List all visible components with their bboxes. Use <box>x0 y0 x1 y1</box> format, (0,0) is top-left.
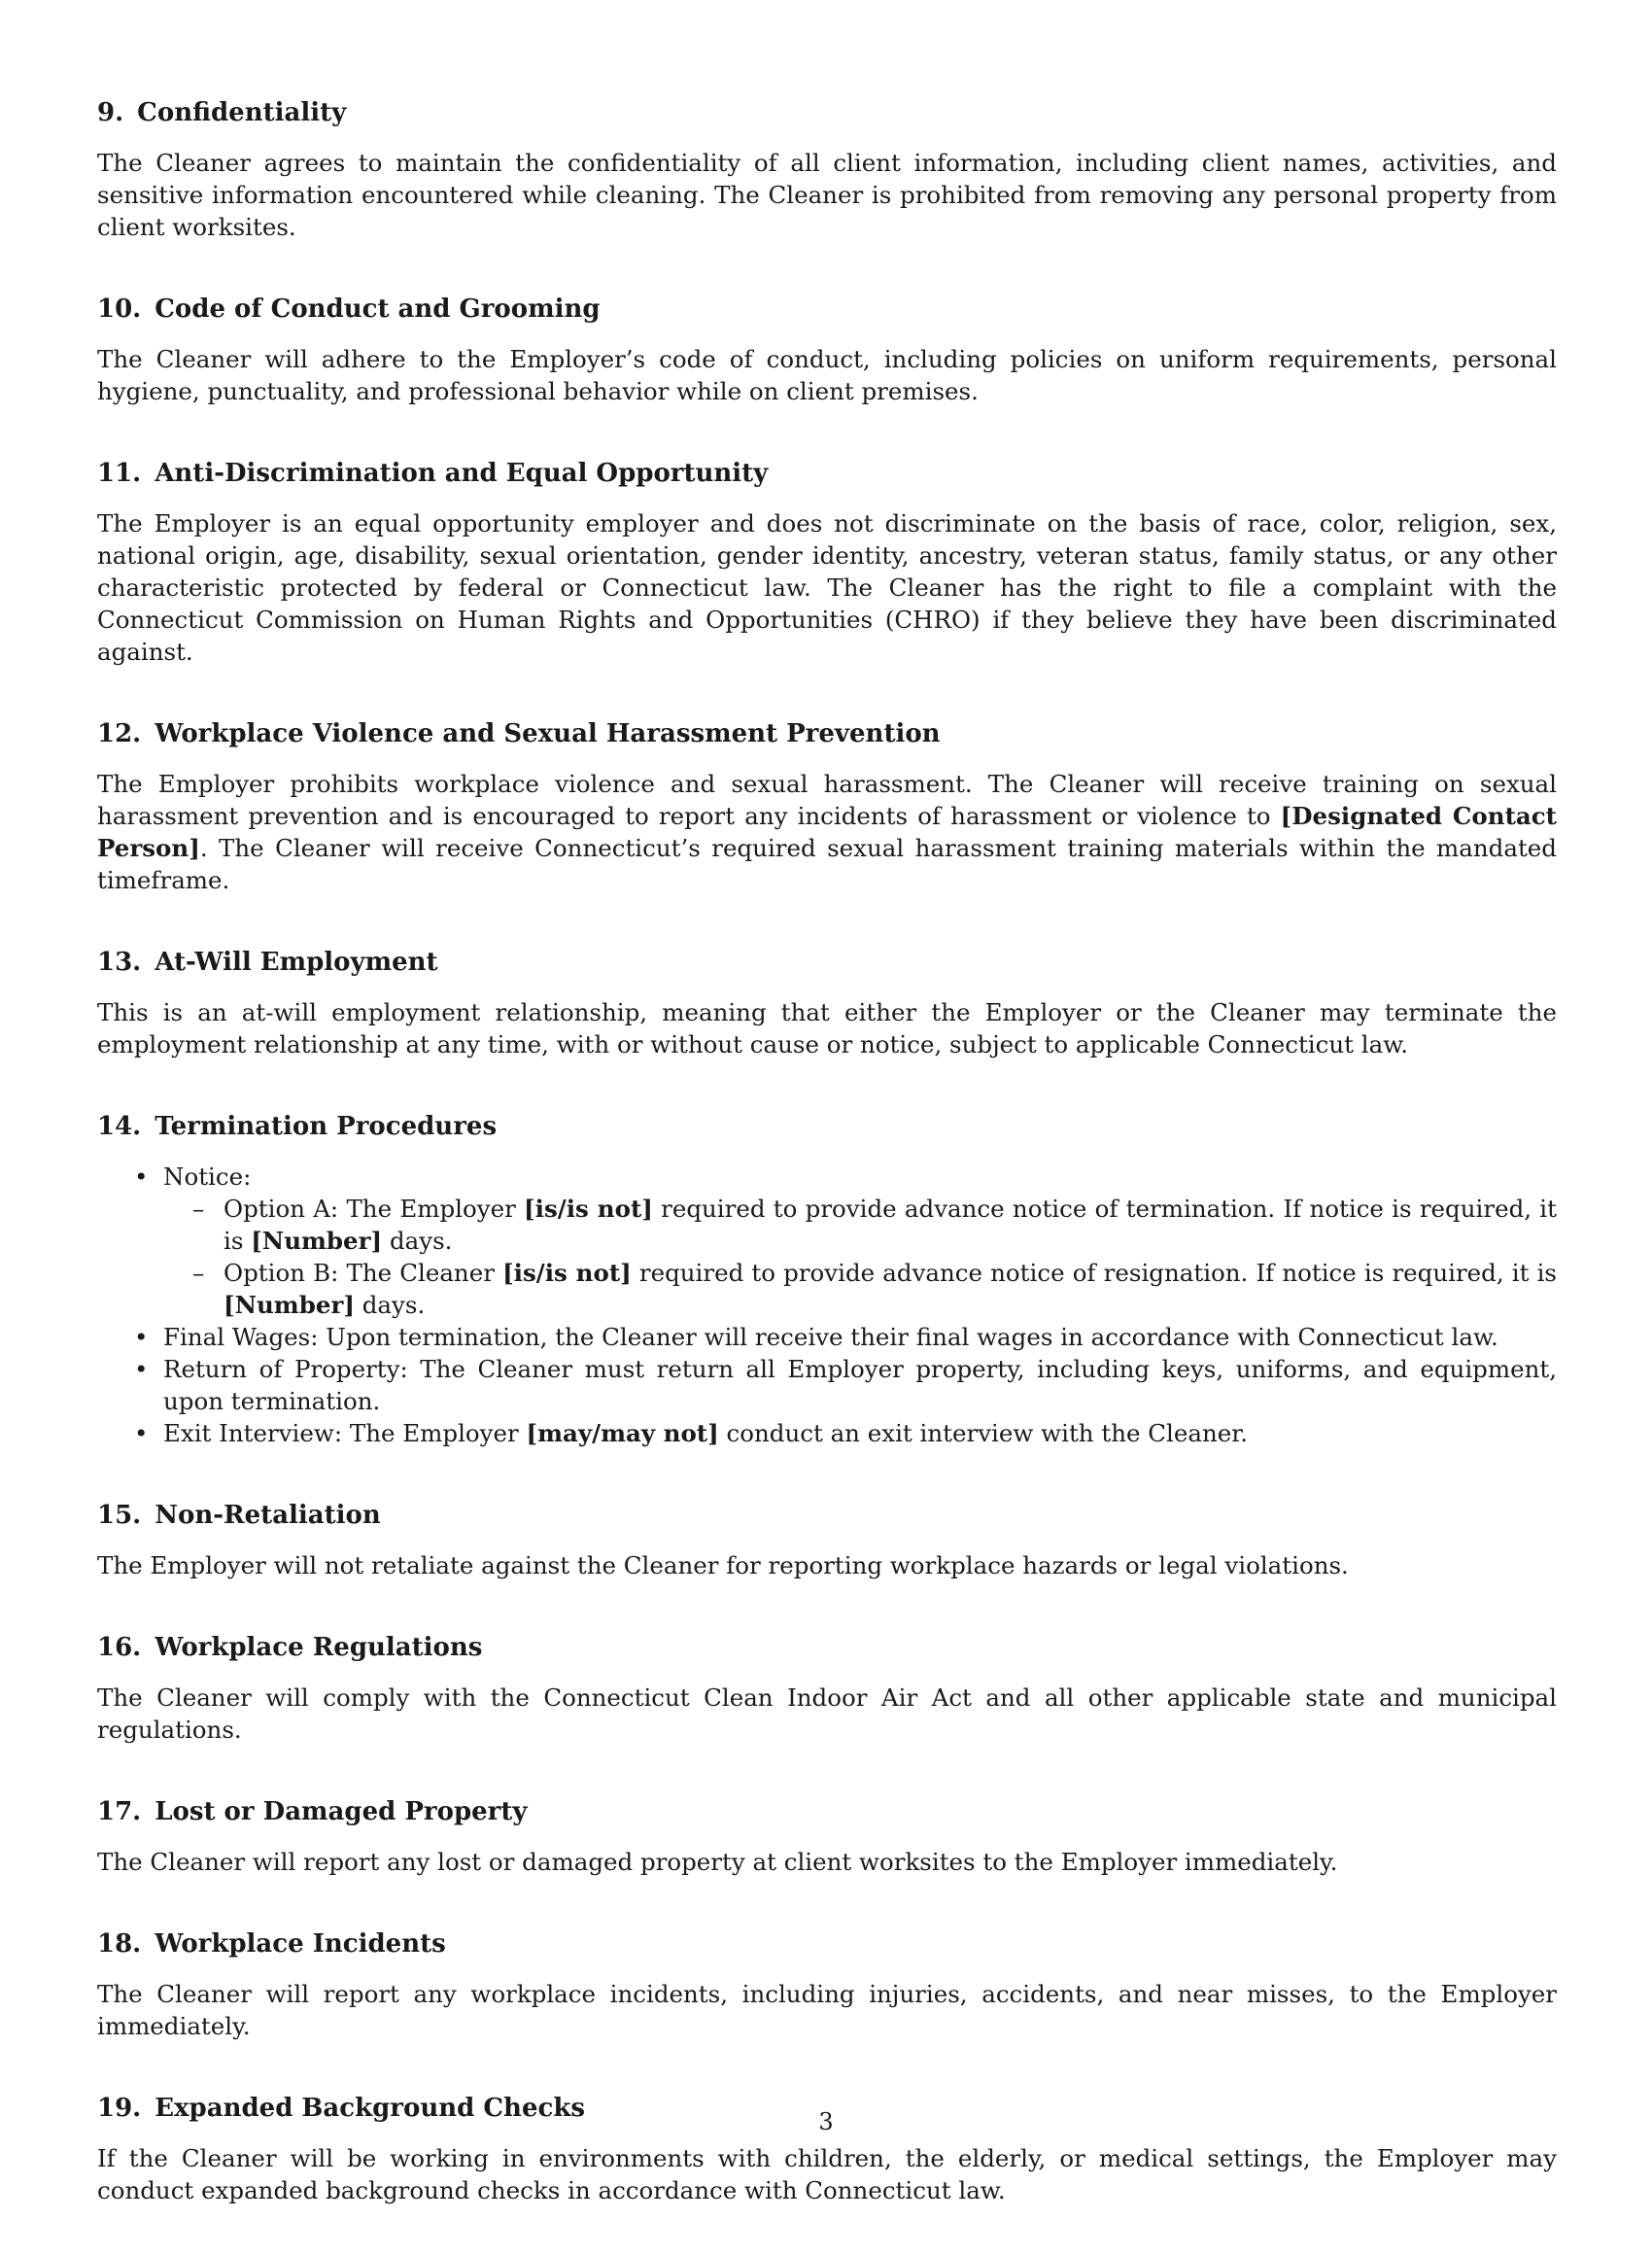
section-number: 16. <box>97 1633 142 1662</box>
section-code-of-conduct <box>97 292 1557 407</box>
placeholder-number: [Number] <box>251 1227 383 1255</box>
section-termination-procedures <box>97 1109 1557 1449</box>
body-text: days. <box>354 1291 426 1319</box>
body-text: conduct an exit interview with the Cleaner. <box>718 1419 1249 1447</box>
section-confidentiality <box>97 95 1557 243</box>
section-heading <box>97 1109 1557 1144</box>
section-number: 10. <box>97 295 142 324</box>
list-item-notice <box>97 1161 1557 1321</box>
section-body: The Cleaner will comply with the Connecticut Clean Indoor Air Act and all other applicable state and municipal regulations. <box>97 1683 1557 1744</box>
list-item-exit-interview <box>97 1417 1557 1449</box>
body-text: required to provide advance notice of termination. If notice is required, it is <box>224 1195 1557 1255</box>
section-number: 15. <box>97 1501 142 1530</box>
section-body: The Cleaner will adhere to the Employer’s code of conduct, including policies on uniform requirements, personal hygiene, punctuality, and professional behavior while on client premises. <box>97 345 1557 405</box>
section-title: Workplace Violence and Sexual Harassment Prevention <box>155 719 941 748</box>
section-body: The Cleaner agrees to maintain the confidentiality of all client information, including client names, activities, and sensitive information encountered while cleaning. The Cleaner is prohibited from removing any personal property from client worksites. <box>97 149 1557 241</box>
section-body: The Employer is an equal opportunity employer and does not discriminate on the basis of race, color, religion, sex, national origin, age, disability, sexual orientation, gender identity, ancestry, veteran status, family status, or any other characteristic protected by federal or Connecticut law. The Cleaner has the right to file a complaint with the Connecticut Commission on Human Rights and Opportunities (CHRO) if they believe they have been discriminated against. <box>97 509 1557 666</box>
section-heading <box>97 716 1557 751</box>
list-item-option-a <box>163 1193 1557 1257</box>
section-body: The Cleaner will report any lost or damaged property at client worksites to the Employer immediately. <box>97 1848 1338 1876</box>
list-item-option-b <box>163 1257 1557 1321</box>
section-heading <box>97 1498 1557 1533</box>
section-title: Confidentiality <box>137 98 347 127</box>
notice-label: Notice: <box>163 1162 252 1191</box>
section-heading <box>97 1794 1557 1829</box>
placeholder-number: [Number] <box>224 1291 355 1319</box>
section-title: At-Will Employment <box>155 948 438 977</box>
termination-list <box>97 1161 1557 1449</box>
section-at-will <box>97 945 1557 1060</box>
section-title: Expanded Background Checks <box>155 2094 585 2123</box>
section-body: If the Cleaner will be working in environments with children, the elderly, or medical settings, the Employer may conduct expanded background checks in accordance with Connecticut law. <box>97 2144 1557 2204</box>
page-number: 3 <box>818 2108 834 2135</box>
section-title: Anti-Discrimination and Equal Opportunity <box>155 459 769 488</box>
section-number: 17. <box>97 1797 142 1826</box>
section-title: Workplace Incidents <box>155 1929 446 1959</box>
section-body: This is an at-will employment relationship, meaning that either the Employer or the Cleaner may terminate the employment relationship at any time, with or without cause or notice, subject to applicable Connecticut law. <box>97 998 1557 1058</box>
section-heading <box>97 292 1557 327</box>
section-number: 9. <box>97 98 124 127</box>
placeholder-contact-person: [Designated Contact Person] <box>97 802 1557 862</box>
section-title: Lost or Damaged Property <box>155 1797 528 1826</box>
section-number: 14. <box>97 1112 142 1141</box>
section-title: Code of Conduct and Grooming <box>155 295 601 324</box>
section-heading <box>97 95 1557 130</box>
section-heading <box>97 945 1557 980</box>
section-title: Workplace Regulations <box>155 1633 483 1662</box>
section-harassment-prevention <box>97 716 1557 896</box>
body-text: The Employer prohibits workplace violence and sexual harassment. The Cleaner will receive training on sexual harassment prevention and is encouraged to report any incidents of harassment or violence to <box>97 770 1557 830</box>
section-number: 13. <box>97 948 142 977</box>
document-page <box>97 95 1557 2255</box>
section-number: 12. <box>97 719 142 748</box>
placeholder-is-is-not: [is/is not] <box>524 1195 653 1223</box>
list-item-final-wages: • Final Wages: Upon termination, the Cleaner will receive their final wages in accordance with Connecticut law. <box>97 1321 1557 1353</box>
body-text: days. <box>382 1227 453 1255</box>
section-number: 11. <box>97 459 142 488</box>
body-text: Exit Interview: The Employer <box>163 1419 527 1447</box>
section-workplace-incidents <box>97 1926 1557 2042</box>
section-body: The Employer will not retaliate against the Cleaner for reporting workplace hazards or legal violations. <box>97 1551 1349 1579</box>
section-heading <box>97 1630 1557 1665</box>
list-item-return-property: • Return of Property: The Cleaner must return all Employer property, including keys, uniforms, and equipment, upon termination. <box>97 1353 1557 1417</box>
body-text: Option A: The Employer <box>224 1195 525 1223</box>
body-text: . The Cleaner will receive Connecticut’s required sexual harassment training materials within the mandated timeframe. <box>97 834 1557 894</box>
section-title: Non-Retaliation <box>155 1501 381 1530</box>
section-number: 19. <box>97 2094 142 2123</box>
section-number: 18. <box>97 1929 142 1959</box>
body-text: Option B: The Cleaner <box>224 1259 503 1287</box>
section-lost-damaged-property <box>97 1794 1557 1878</box>
placeholder-is-is-not: [is/is not] <box>502 1259 632 1287</box>
section-title: Termination Procedures <box>155 1112 498 1141</box>
placeholder-may-may-not: [may/may not] <box>526 1419 719 1447</box>
body-text: required to provide advance notice of resignation. If notice is required, it is <box>631 1259 1557 1287</box>
section-heading <box>97 456 1557 491</box>
section-heading <box>97 1926 1557 1961</box>
section-body <box>97 768 1557 896</box>
section-non-retaliation <box>97 1498 1557 1581</box>
section-anti-discrimination <box>97 456 1557 668</box>
section-body: The Cleaner will report any workplace incidents, including injuries, accidents, and near misses, to the Employer immediately. <box>97 1980 1557 2040</box>
section-workplace-regulations <box>97 1630 1557 1746</box>
notice-options-list <box>163 1193 1557 1321</box>
